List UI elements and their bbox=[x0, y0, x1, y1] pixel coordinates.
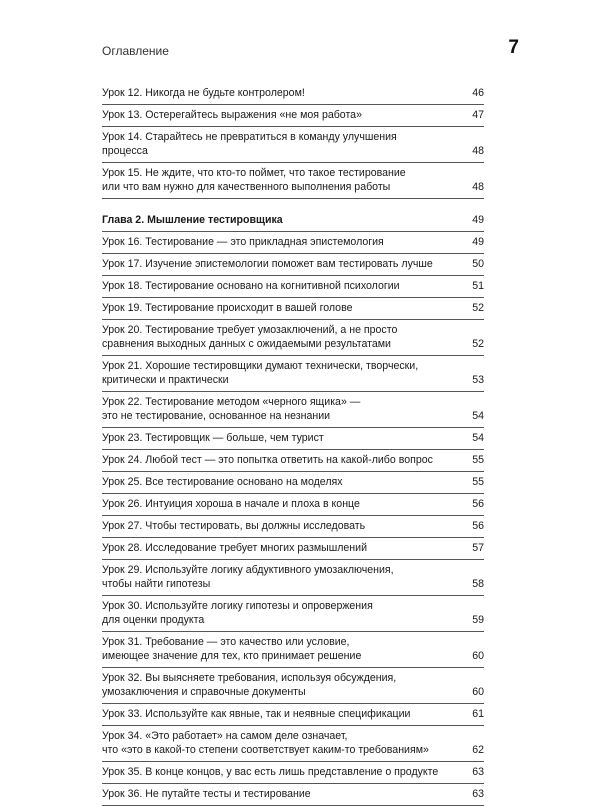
lesson-title bbox=[102, 475, 484, 489]
toc-entry bbox=[102, 599, 484, 632]
lesson-title-line: Урок 33. Используйте как явные, так и неявные спецификации bbox=[102, 708, 411, 720]
page-number: 7 bbox=[508, 37, 519, 58]
page-ref: 54 bbox=[472, 432, 484, 444]
lesson-title bbox=[102, 563, 484, 591]
lesson-title-line: Урок 14. Старайтесь не превратиться в команду улучшения bbox=[102, 131, 397, 143]
page-ref: 55 bbox=[472, 454, 484, 466]
lesson-title-line: Урок 18. Тестирование основано на когнитивной психологии bbox=[102, 280, 400, 292]
toc-entry bbox=[102, 359, 484, 392]
lesson-title-line: умозаключения и справочные документы bbox=[102, 686, 306, 698]
lesson-title-line: сравнения выходных данных с ожидаемыми результатами bbox=[102, 338, 391, 350]
lesson-title bbox=[102, 453, 484, 467]
page-ref: 56 bbox=[472, 498, 484, 510]
page-ref: 51 bbox=[472, 280, 484, 292]
lesson-title-line: для оценки продукта bbox=[102, 614, 205, 626]
toc-entry bbox=[102, 475, 484, 494]
lesson-title bbox=[102, 359, 484, 387]
lesson-title-line: Урок 36. Не путайте тесты и тестирование bbox=[102, 788, 311, 800]
lesson-title-line: Урок 16. Тестирование — это прикладная эпистемология bbox=[102, 236, 384, 248]
toc-entry bbox=[102, 431, 484, 450]
page-ref: 61 bbox=[472, 708, 484, 720]
toc-entry bbox=[102, 257, 484, 276]
lesson-title bbox=[102, 166, 484, 194]
chapter-title: Глава 2. Мышление тестировщика bbox=[102, 214, 283, 226]
lesson-title-line: Урок 32. Вы выясняете требования, используя обсуждения, bbox=[102, 672, 397, 684]
lesson-title-line: Урок 29. Используйте логику абдуктивного умозаключения, bbox=[102, 564, 394, 576]
lesson-title bbox=[102, 431, 484, 445]
page-ref: 60 bbox=[472, 686, 484, 698]
lesson-title-line: критически и практически bbox=[102, 374, 229, 386]
page-ref: 63 bbox=[472, 788, 484, 800]
page-ref: 54 bbox=[472, 410, 484, 422]
lesson-title bbox=[102, 235, 484, 249]
toc-entry bbox=[102, 671, 484, 704]
toc-entry bbox=[102, 130, 484, 163]
lesson-title-line: Урок 28. Исследование требует многих размышлений bbox=[102, 542, 367, 554]
lesson-title bbox=[102, 279, 484, 293]
lesson-title-line: Урок 30. Используйте логику гипотезы и опровержения bbox=[102, 600, 373, 612]
lesson-title-line: Урок 13. Остерегайтесь выражения «не моя работа» bbox=[102, 109, 362, 121]
lesson-title bbox=[102, 599, 484, 627]
toc-entry bbox=[102, 235, 484, 254]
lesson-title-line: чтобы найти гипотезы bbox=[102, 578, 211, 590]
toc-entry bbox=[102, 765, 484, 784]
page-ref: 47 bbox=[472, 109, 484, 121]
lesson-title bbox=[102, 497, 484, 511]
lesson-title-line: Урок 15. Не ждите, что кто-то поймет, что такое тестирование bbox=[102, 167, 406, 179]
lesson-title bbox=[102, 301, 484, 315]
toc-entry bbox=[102, 166, 484, 199]
page-ref: 58 bbox=[472, 578, 484, 590]
lesson-title-line: Урок 34. «Это работает» на самом деле означает, bbox=[102, 730, 348, 742]
lesson-title bbox=[102, 257, 484, 271]
lesson-title-line: Урок 19. Тестирование происходит в вашей голове bbox=[102, 302, 353, 314]
lesson-title bbox=[102, 765, 484, 779]
lesson-title-line: Урок 21. Хорошие тестировщики думают технически, творчески, bbox=[102, 360, 419, 372]
toc-entry bbox=[102, 301, 484, 320]
page-ref: 50 bbox=[472, 258, 484, 270]
lesson-title bbox=[102, 671, 484, 699]
page-ref: 57 bbox=[472, 542, 484, 554]
page-ref: 56 bbox=[472, 520, 484, 532]
lesson-title bbox=[102, 86, 484, 100]
page-ref: 49 bbox=[472, 236, 484, 248]
lesson-title bbox=[102, 130, 484, 158]
lesson-title bbox=[102, 541, 484, 555]
page-ref: 53 bbox=[472, 374, 484, 386]
lesson-title-line: Урок 17. Изучение эпистемологии поможет вам тестировать лучше bbox=[102, 258, 433, 270]
lesson-title bbox=[102, 323, 484, 351]
page-ref: 59 bbox=[472, 614, 484, 626]
toc-entry bbox=[102, 787, 484, 806]
page-ref: 62 bbox=[472, 744, 484, 756]
running-title: Оглавление bbox=[102, 44, 169, 58]
page-ref: 46 bbox=[472, 87, 484, 99]
lesson-title-line: Урок 22. Тестирование методом «черного ящика» — bbox=[102, 396, 361, 408]
toc-entry bbox=[102, 108, 484, 127]
lesson-title bbox=[102, 787, 484, 801]
toc-entry bbox=[102, 497, 484, 516]
lesson-title-line: Урок 26. Интуиция хороша в начале и плоха в конце bbox=[102, 498, 360, 510]
lesson-title-line: Урок 23. Тестировщик — больше, чем турист bbox=[102, 432, 324, 444]
toc-entry bbox=[102, 563, 484, 596]
lesson-title-line: Урок 31. Требование — это качество или условие, bbox=[102, 636, 350, 648]
page-ref: 48 bbox=[472, 145, 484, 157]
lesson-title-line: Урок 24. Любой тест — это попытка ответить на какой-либо вопрос bbox=[102, 454, 433, 466]
lesson-title bbox=[102, 729, 484, 757]
lesson-title-line: это не тестирование, основанное на незнании bbox=[102, 410, 331, 422]
lesson-title bbox=[102, 707, 484, 721]
lesson-title bbox=[102, 395, 484, 423]
lesson-title-line: Урок 20. Тестирование требует умозаключений, а не просто bbox=[102, 324, 398, 336]
toc-entry bbox=[102, 323, 484, 356]
page-ref: 63 bbox=[472, 766, 484, 778]
page-ref: 48 bbox=[472, 181, 484, 193]
toc-entry bbox=[102, 395, 484, 428]
lesson-title-line: имеющее значение для тех, кто принимает решение bbox=[102, 650, 362, 662]
lesson-title-line: Урок 25. Все тестирование основано на моделях bbox=[102, 476, 343, 488]
lesson-title bbox=[102, 519, 484, 533]
lesson-title-line: что «это в какой-то степени соответствует каким-то требованиям» bbox=[102, 744, 429, 756]
page-ref: 52 bbox=[472, 302, 484, 314]
page-ref: 52 bbox=[472, 338, 484, 350]
toc-entry bbox=[102, 707, 484, 726]
toc-entry bbox=[102, 635, 484, 668]
lesson-title-line: или что вам нужно для качественного выполнения работы bbox=[102, 181, 391, 193]
toc-entry bbox=[102, 453, 484, 472]
page-ref: 49 bbox=[472, 214, 484, 226]
toc-entry bbox=[102, 541, 484, 560]
chapter-entry bbox=[102, 213, 484, 232]
lesson-title-line: Урок 12. Никогда не будьте контролером! bbox=[102, 87, 305, 99]
toc-entry bbox=[102, 729, 484, 762]
lesson-title-line: процесса bbox=[102, 145, 148, 157]
page-ref: 55 bbox=[472, 476, 484, 488]
lesson-title bbox=[102, 635, 484, 663]
lesson-title-line: Урок 27. Чтобы тестировать, вы должны исследовать bbox=[102, 520, 366, 532]
toc-entry bbox=[102, 86, 484, 105]
lesson-title bbox=[102, 108, 484, 122]
toc-entry bbox=[102, 279, 484, 298]
lesson-title-line: Урок 35. В конце концов, у вас есть лишь представление о продукте bbox=[102, 766, 439, 778]
table-of-contents bbox=[102, 86, 484, 806]
toc-entry bbox=[102, 519, 484, 538]
page-ref: 60 bbox=[472, 650, 484, 662]
